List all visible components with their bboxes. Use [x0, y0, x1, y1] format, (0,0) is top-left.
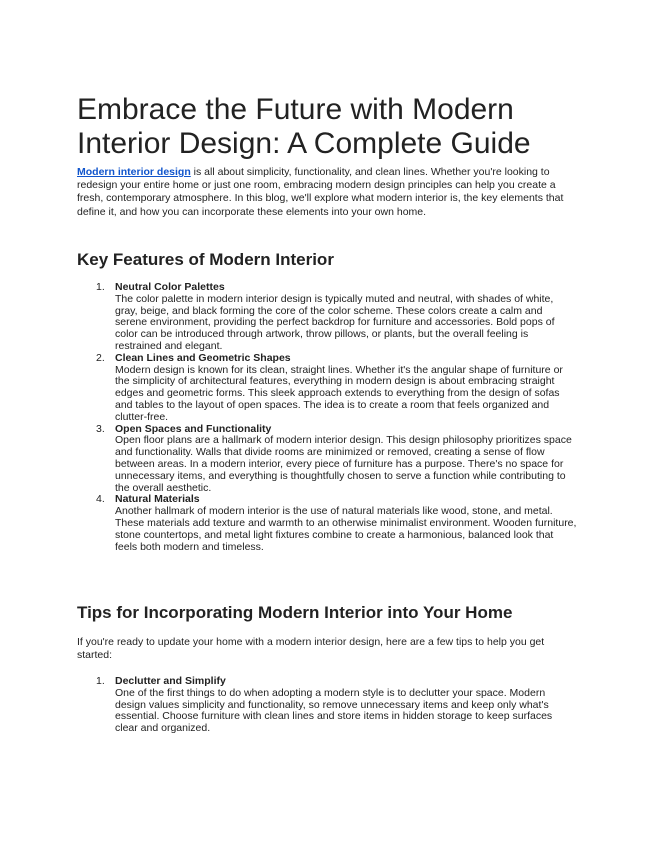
- list-number: 3.: [96, 422, 105, 435]
- list-item: [77, 676, 577, 735]
- list-item: [77, 424, 577, 495]
- list-item: [77, 282, 577, 353]
- list-item-body: Another hallmark of modern interior is the use of natural materials like wood, stone, and metal. These materials add texture and warmth to an otherwise minimalist environment. Wooden furniture, stone countertops, and metal light fixtures combine to create a harmonious, balanced look that feels both modern and timeless.: [115, 505, 577, 553]
- list-item-title: Natural Materials: [115, 493, 200, 506]
- page-title: Embrace the Future with Modern Interior Design: A Complete Guide: [77, 93, 531, 160]
- list-item-title: Neutral Color Palettes: [115, 281, 225, 293]
- list-number: 2.: [96, 351, 105, 364]
- tips-intro-paragraph: If you're ready to update your home with a modern interior design, here are a few tips to help you get started:: [77, 636, 545, 662]
- list-item-body: One of the first things to do when adopting a modern style is to declutter your space. Modern design values simplicity and functionality, so remove unnecessary items and keep only what's essential. Choose furniture with clean lines and store items in hidden storage to keep surfaces clear and organized.: [115, 686, 553, 735]
- intro-text: is all about simplicity, functionality, and clean lines. Whether you're looking to redesign your entire home or just one room, embracing modern design principles can help you create a fresh, contemporary atmosphere. In this blog, we'll explore what modern interior is, the key elements that define it, and how you can incorporate these elements into your own home.: [77, 166, 564, 218]
- list-item-body: Modern design is known for its clean, straight lines. Whether it's the angular shape of furniture or the simplicity of architectural features, everything in modern design is about embracing straight edges and geometric forms. This sleek approach extends to everything from the design of sofas and tables to the layout of open spaces. The idea is to create a room that feels organized and clutter-free.: [115, 363, 563, 423]
- key-features-list: [77, 282, 577, 553]
- list-item-title: Open Spaces and Functionality: [115, 422, 272, 435]
- section-heading-tips: Tips for Incorporating Modern Interior into Your Home: [77, 603, 513, 622]
- list-item-body: Open floor plans are a hallmark of modern interior design. This design philosophy prioritizes space and functionality. Walls that divide rooms are minimized or removed, creating a sense of flow between areas. In a modern interior, every piece of furniture has a purpose. There's no space for unnecessary items, and everything is thoughtfully chosen to serve a function while contributing to the overall aesthetic.: [115, 434, 572, 494]
- section-heading-key-features: Key Features of Modern Interior: [77, 250, 334, 269]
- list-number: 1.: [96, 675, 105, 687]
- list-item: [77, 353, 577, 424]
- modern-interior-design-link[interactable]: Modern interior design: [77, 166, 191, 178]
- list-number: 4.: [96, 493, 105, 506]
- list-item-title: Clean Lines and Geometric Shapes: [115, 351, 291, 364]
- tips-list: [77, 676, 577, 735]
- list-number: 1.: [96, 281, 105, 293]
- list-item-body: The color palette in modern interior design is typically muted and neutral, with shades of white, gray, beige, and black forming the core of the color scheme. These colors create a calm and serene environment, providing the perfect backdrop for furniture and accessories. Bold pops of color can be introduced through artwork, throw pillows, or plants, but the overall feeling is restrained and elegant.: [115, 292, 555, 352]
- list-item-title: Declutter and Simplify: [115, 675, 226, 687]
- intro-paragraph: [77, 166, 577, 219]
- list-item: [77, 494, 577, 553]
